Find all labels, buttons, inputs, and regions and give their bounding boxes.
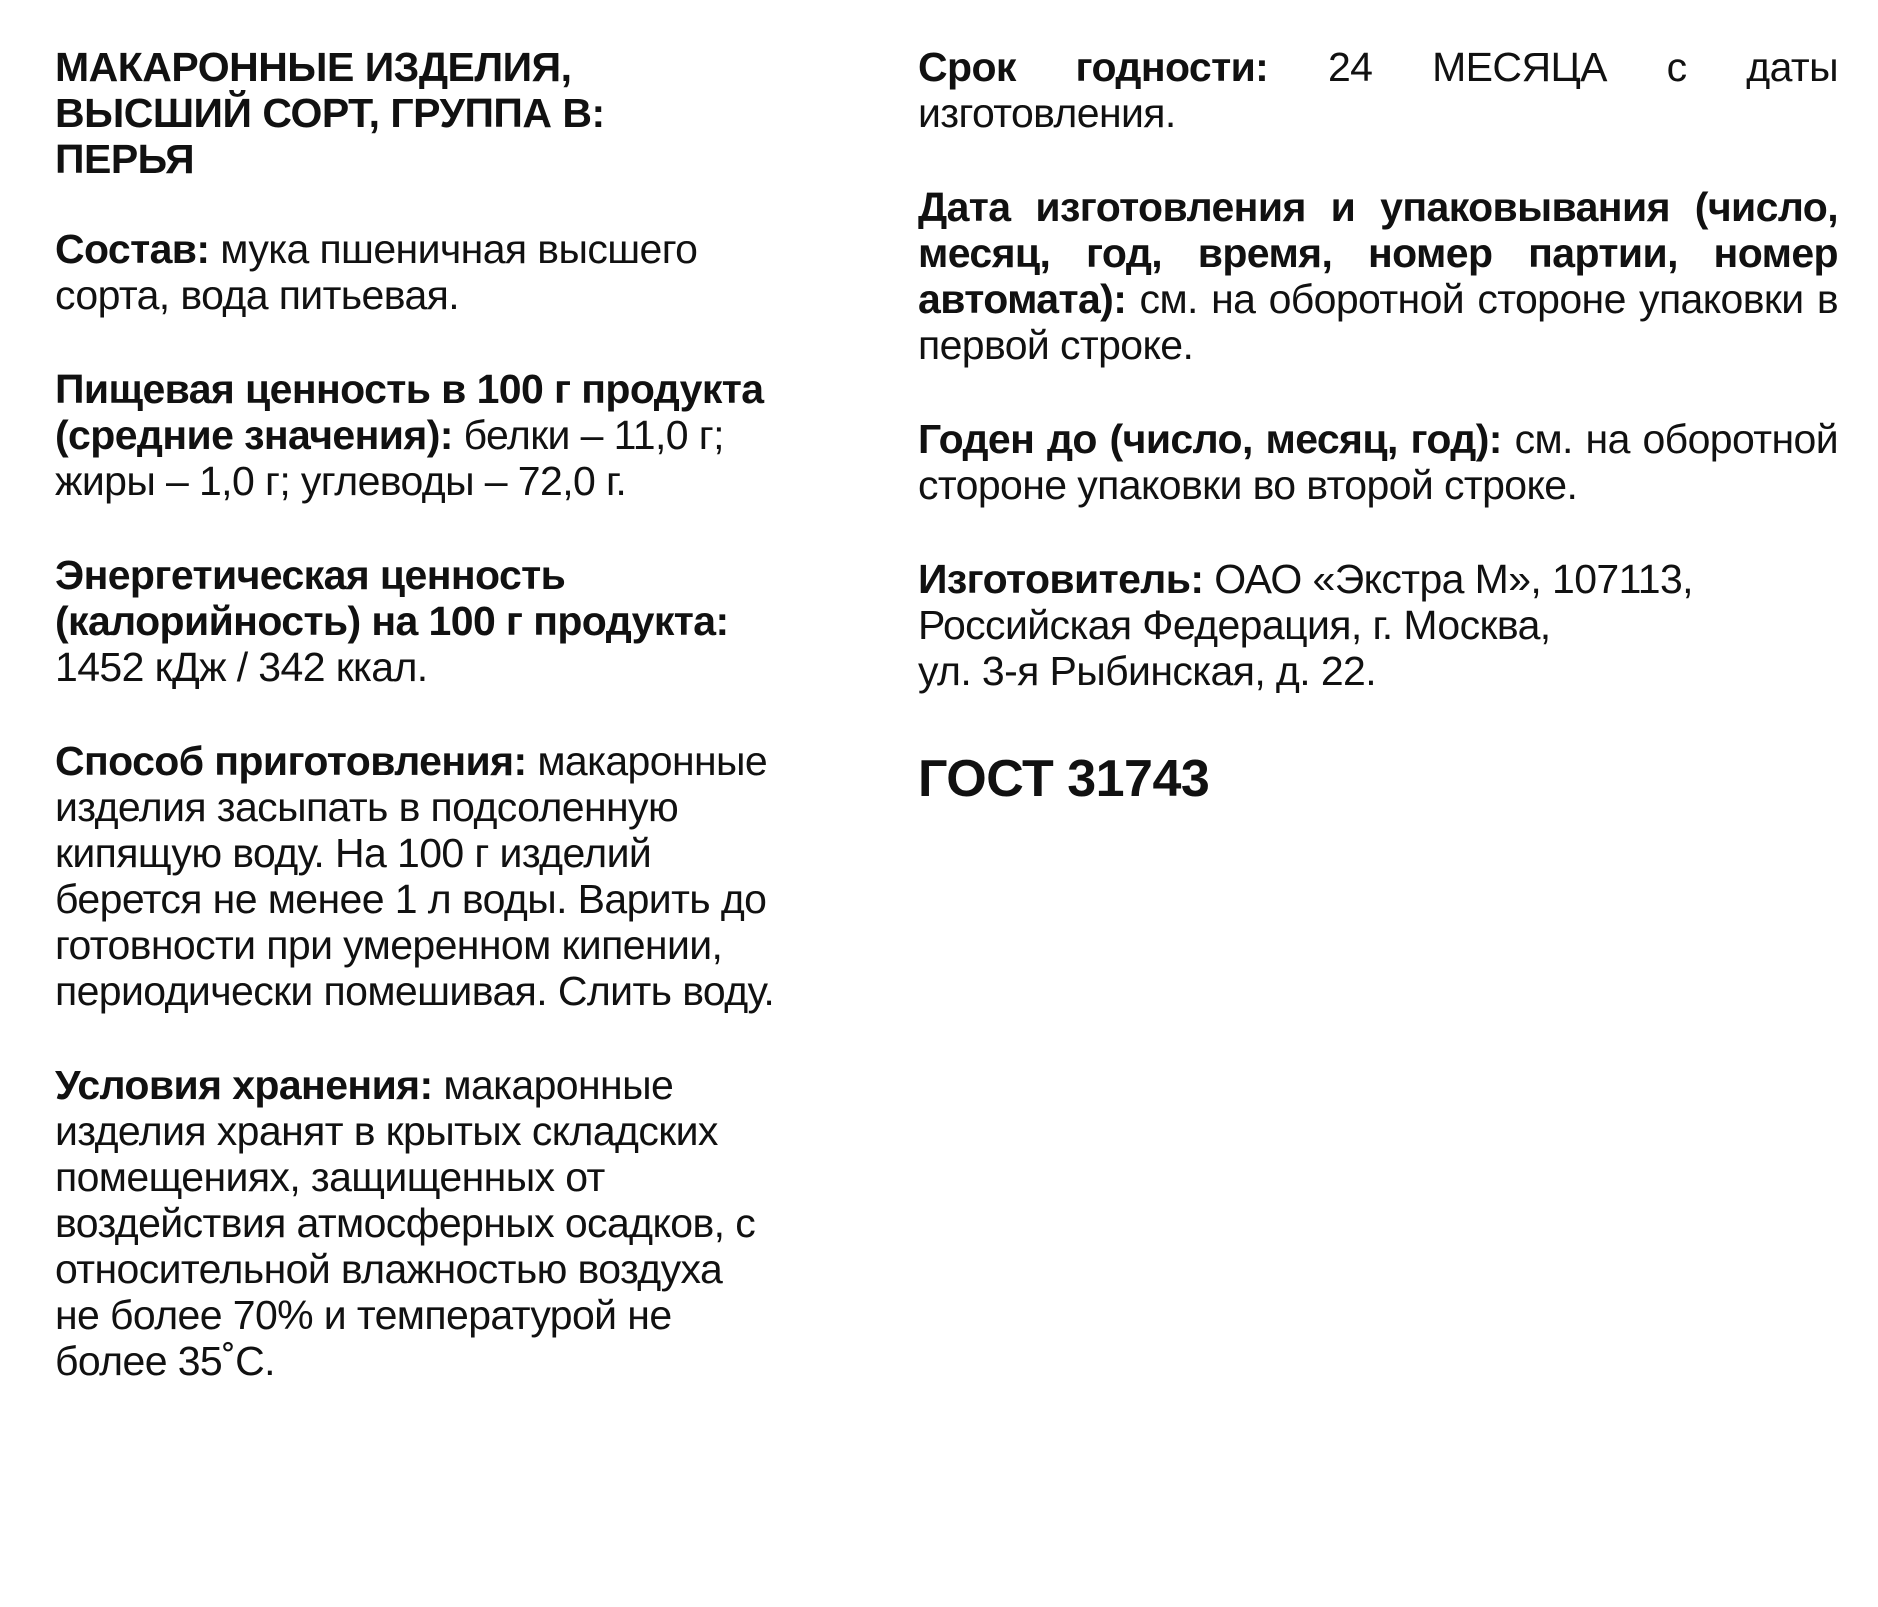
best-before-text: см. на оборотной стороне упаковки во второй строке.: [918, 416, 1838, 508]
manufacturer-line-3: ул. 3-я Рыбинская, д. 22.: [918, 648, 1377, 694]
storage-text: макаронные изделия хранят в крытых складских помещениях, защищенных от воздействия атмосферных осадков, с относительной влажностью воздуха не более 70% и температурой не более 35˚С.: [55, 1062, 756, 1384]
shelf-life-label: Срок годности:: [918, 44, 1269, 90]
nutrition-text: белки – 11,0 г; жиры – 1,0 г; углеводы – 72,0 г.: [55, 412, 724, 504]
shelf-life-text: 24 МЕСЯЦА с даты изготовления.: [918, 44, 1838, 136]
energy-section: [55, 552, 755, 690]
manufacture-date-text: см. на оборотной стороне упаковки в первой строке.: [918, 276, 1838, 368]
shelf-life-section: [918, 44, 1838, 136]
composition-label: Состав:: [55, 226, 210, 272]
product-title-line-2: ВЫСШИЙ СОРТ, ГРУППА В:: [55, 90, 605, 136]
right-column: [918, 44, 1838, 808]
manufacture-date-label: Дата изготовления и упаковывания (число, месяц, год, время, номер партии, номер автомата):: [918, 184, 1838, 322]
gost-standard: ГОСТ 31743: [918, 750, 1210, 808]
preparation-text: макаронные изделия засыпать в подсоленную кипящую воду. На 100 г изделий берется не менее 1 л воды. Варить до готовности при умеренном кипении, периодически помешивая. Слить воду.: [55, 738, 775, 1014]
preparation-label: Способ приготовления:: [55, 738, 527, 784]
storage-label: Условия хранения:: [55, 1062, 433, 1108]
product-title: [55, 44, 815, 182]
storage-section: [55, 1062, 775, 1384]
energy-label: Энергетическая ценность (калорийность) на 100 г продукта:: [55, 552, 729, 644]
nutrition-label: Пищевая ценность в 100 г продукта (средние значения):: [55, 366, 764, 458]
manufacturer-section: [918, 556, 1838, 694]
manufacturer-line-1: ОАО «Экстра М», 107113,: [1214, 556, 1693, 602]
nutrition-section: [55, 366, 775, 504]
energy-text: 1452 кДж / 342 ккал.: [55, 644, 428, 690]
preparation-section: [55, 738, 785, 1014]
manufacturer-line-2: Российская Федерация, г. Москва,: [918, 602, 1551, 648]
composition-section: [55, 226, 755, 318]
composition-text: мука пшеничная высшего сорта, вода питьевая.: [55, 226, 698, 318]
left-column: [55, 44, 815, 1432]
best-before-section: [918, 416, 1838, 508]
product-title-line-3: ПЕРЬЯ: [55, 136, 195, 182]
product-title-line-1: МАКАРОННЫЕ ИЗДЕЛИЯ,: [55, 44, 572, 90]
best-before-label: Годен до (число, месяц, год):: [918, 416, 1502, 462]
manufacturer-label: Изготовитель:: [918, 556, 1204, 602]
manufacture-date-section: [918, 184, 1838, 368]
